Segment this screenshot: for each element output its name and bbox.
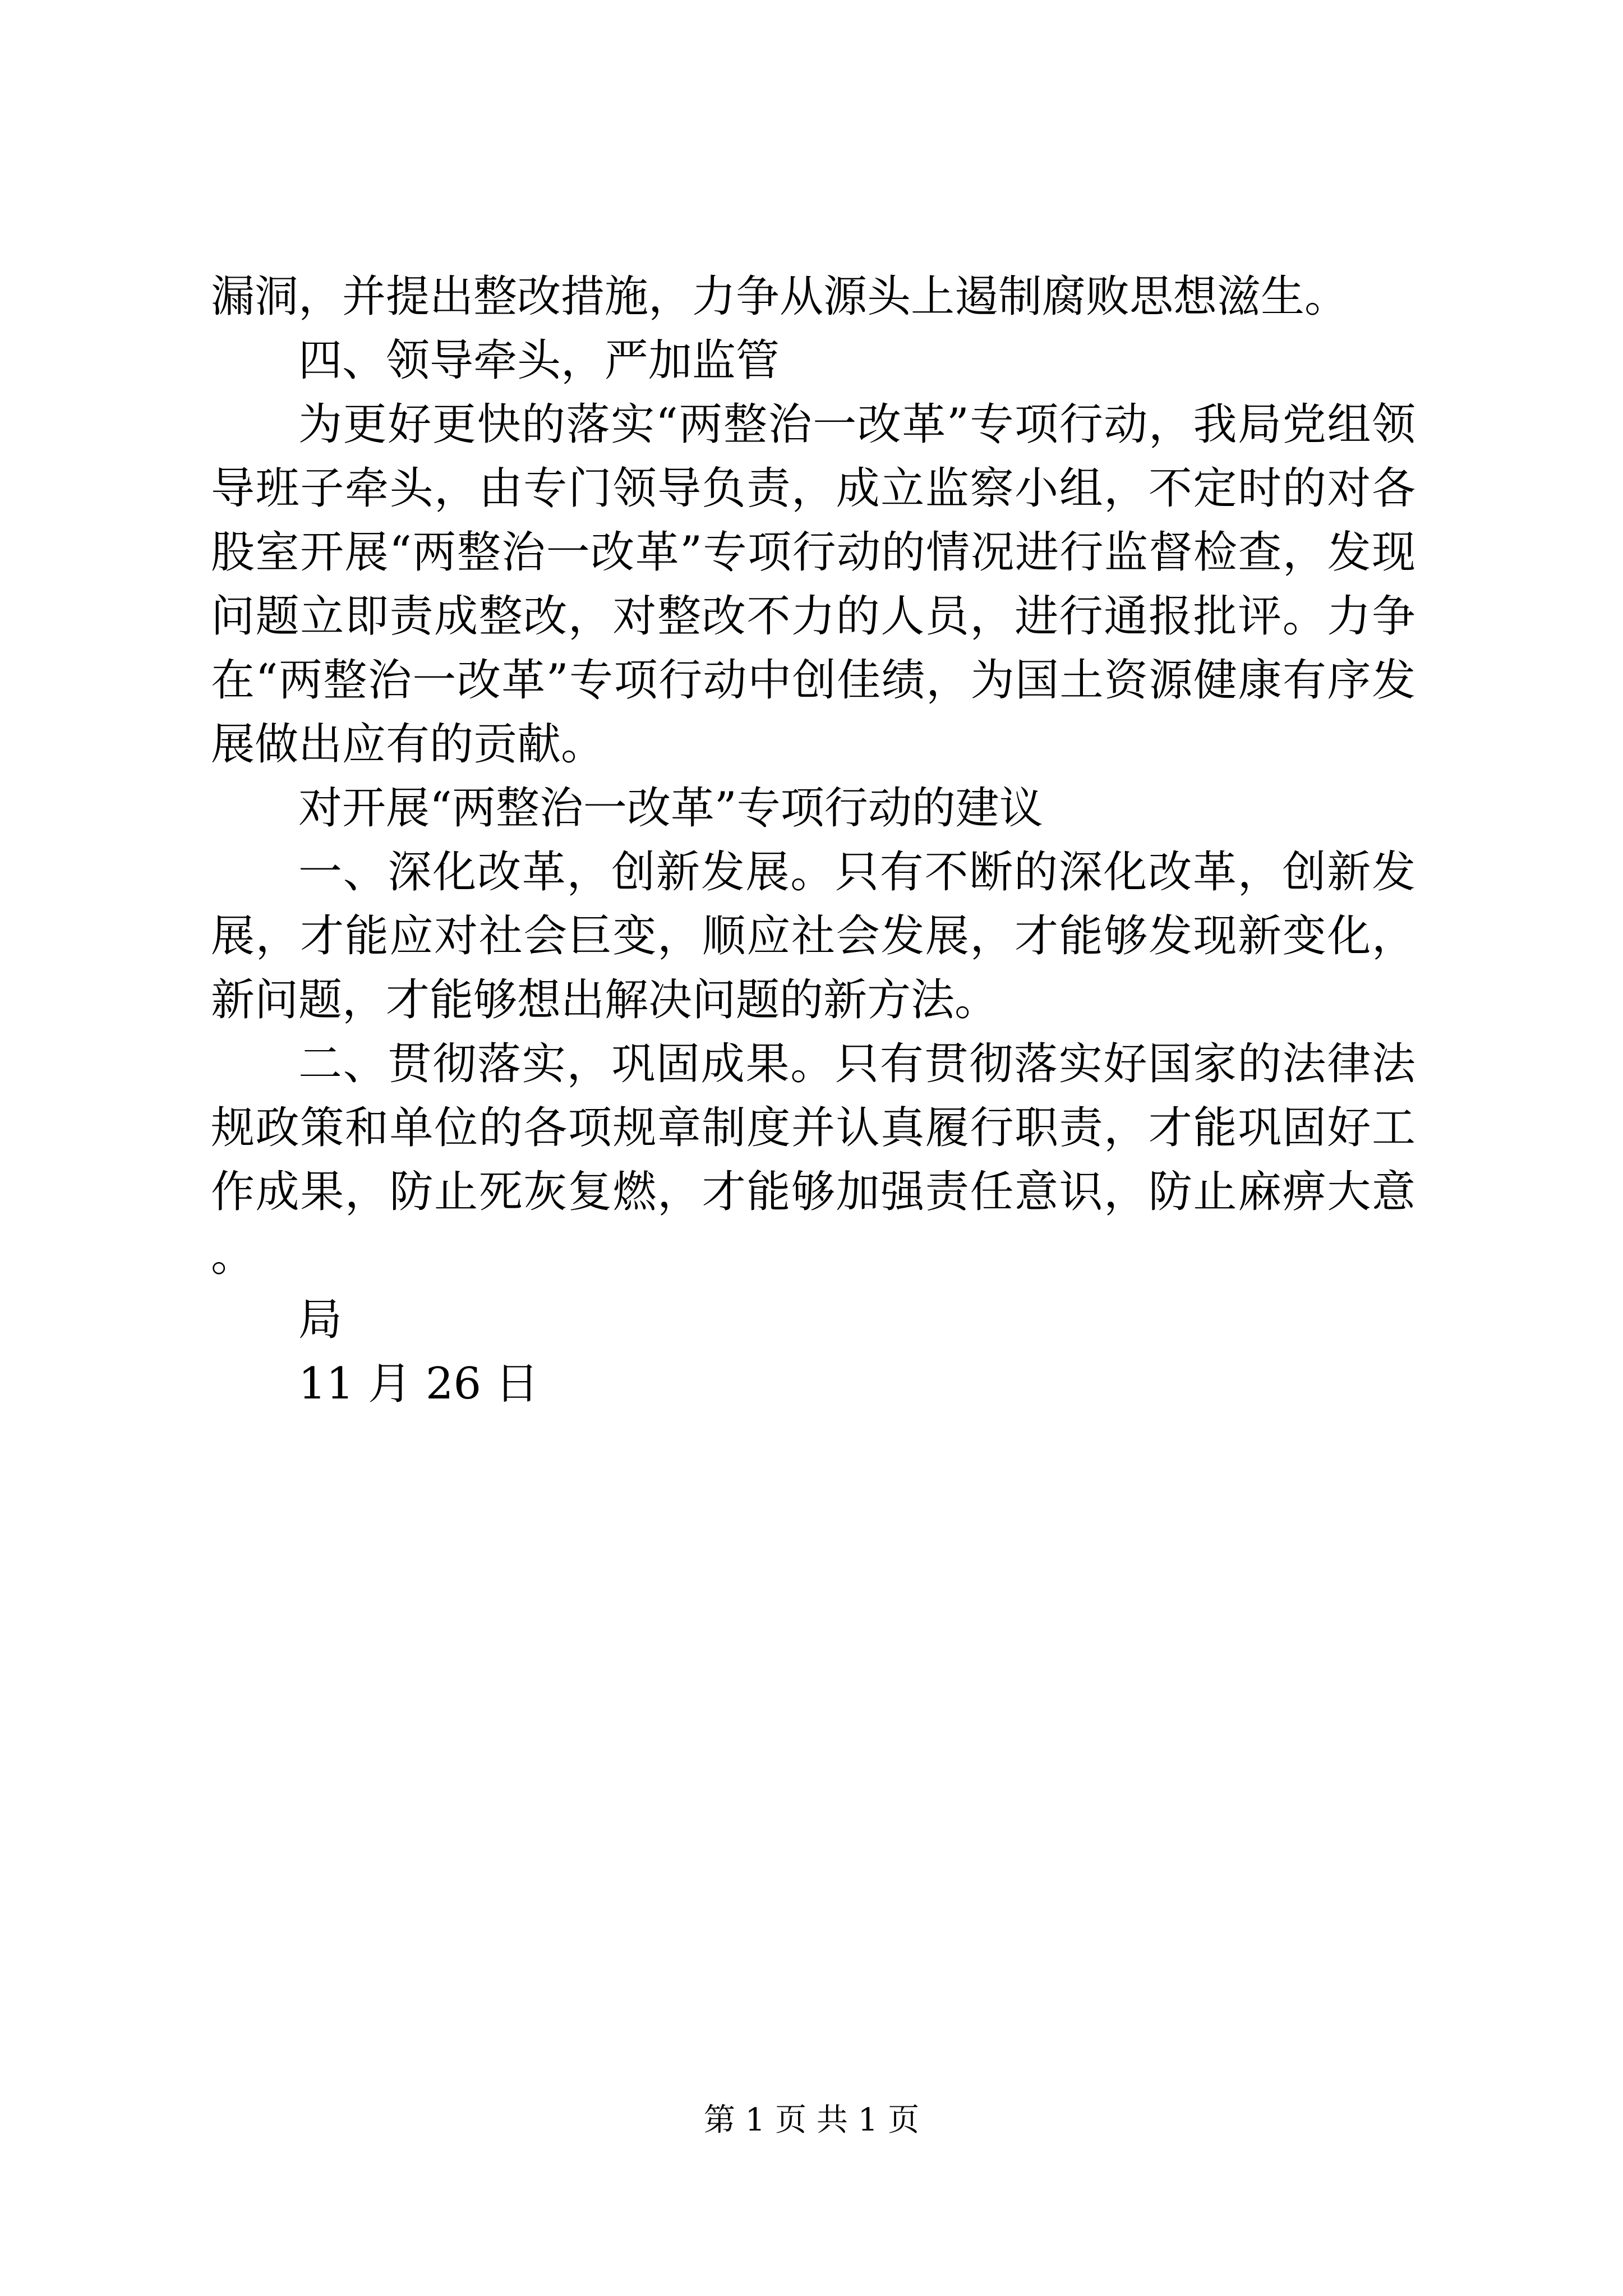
- paragraph-continuation: 漏洞，并提出整改措施，力争从源头上遏制腐败思想滋生。: [211, 272, 1349, 322]
- signature-bureau: 局: [298, 1295, 343, 1345]
- signature-date: 11 月 26 日: [298, 1359, 539, 1409]
- section-heading-suggestions: 对开展“两整治一改革”专项行动的建议: [298, 783, 1043, 834]
- section-heading-supervision: 四、领导牵头，严加监管: [298, 335, 780, 386]
- document-body: [211, 265, 1415, 1416]
- page-number-footer: 第 1 页 共 1 页: [703, 2102, 920, 2138]
- paragraph-suggestion-two: 二、贯彻落实，巩固成果。只有贯彻落实好国家的法律法规政策和单位的各项规章制度并认真履行职责，才能巩固好工作成果，防止死灰复燃，才能够加强责任意识，防止麻痹大意。: [211, 1039, 1415, 1281]
- paragraph-suggestion-one: 一、深化改革，创新发展。只有不断的深化改革，创新发展，才能应对社会巨变，顺应社会发展，才能够发现新变化，新问题，才能够想出解决问题的新方法。: [211, 847, 1415, 1025]
- paragraph-supervision: 为更好更快的落实“两整治一改革”专项行动，我局党组领导班子牵头，由专门领导负责，成立监察小组，不定时的对各股室开展“两整治一改革”专项行动的情况进行监督检查，发现问题立即责成整改，对整改不力的人员，进行通报批评。力争在“两整治一改革”专项行动中创佳绩，为国土资源健康有序发展做出应有的贡献。: [211, 399, 1415, 770]
